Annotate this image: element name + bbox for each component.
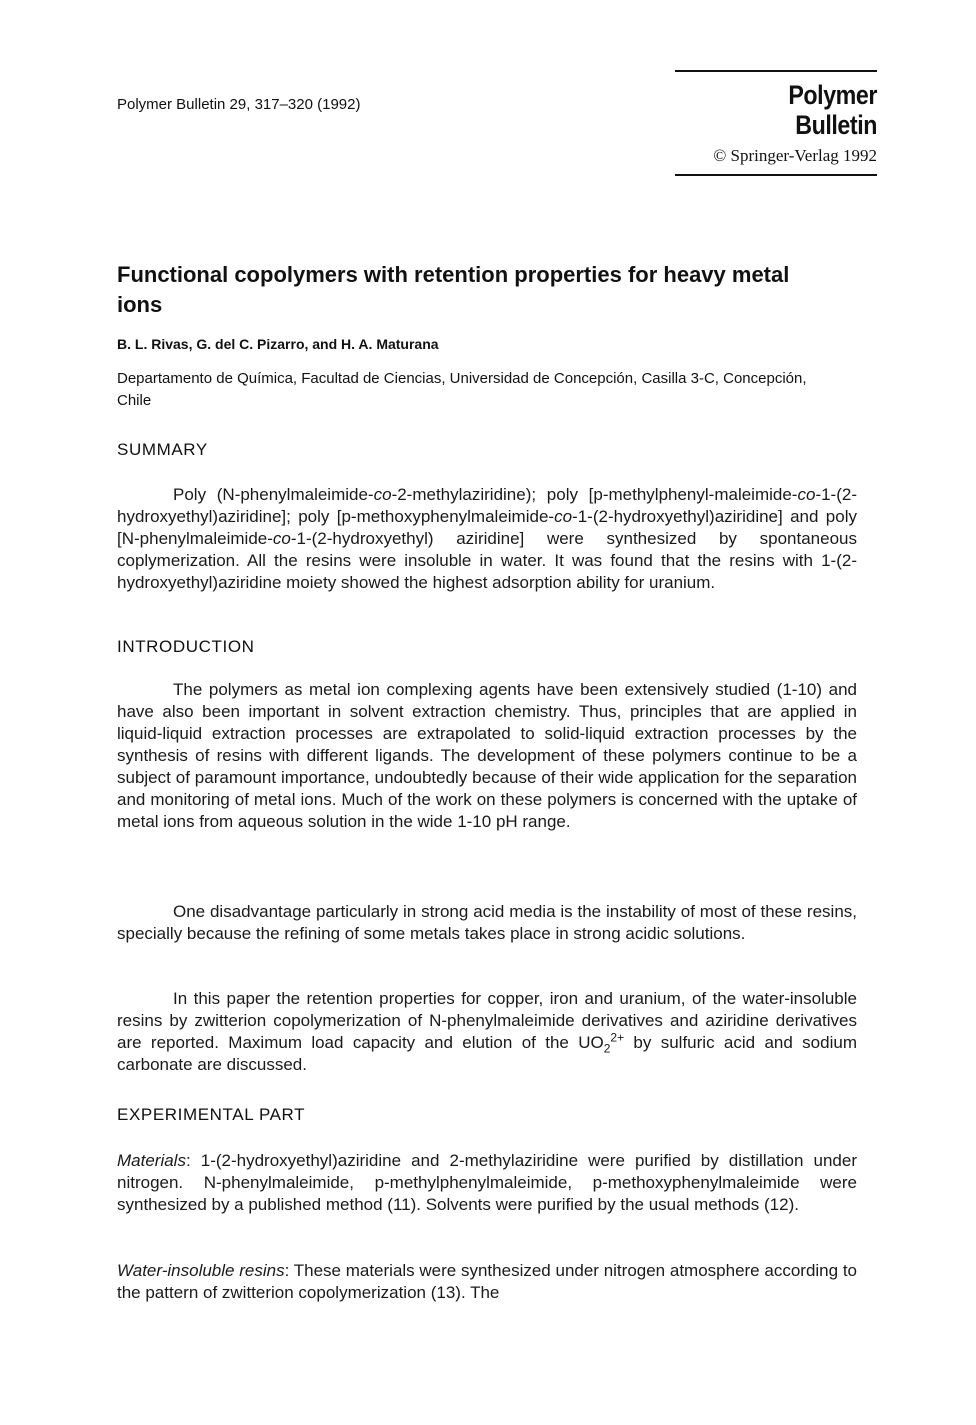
summary-text-1: Poly (N-phenylmaleimide-: [173, 485, 374, 504]
materials-label: Materials: [117, 1151, 186, 1170]
resins-paragraph: [117, 1260, 857, 1304]
summary-co-1: co: [373, 485, 392, 504]
resins-text: : These materials were synthesized under nitrogen atmosphere according to the pattern of zwitterion copolymerization (13). The: [117, 1261, 857, 1302]
introduction-text-2: One disadvantage particularly in strong acid media is the instability of most of these resins, specially because the refining of some metals takes place in strong acidic solutions.: [117, 902, 857, 943]
uo2-subscript: 2: [603, 1041, 611, 1056]
summary-paragraph: [117, 484, 857, 594]
journal-copyright: © Springer-Verlag 1992: [713, 146, 877, 165]
introduction-text-1: The polymers as metal ion complexing agents have been extensively studied (1-10) and have also been important in solvent extraction chemistry. Thus, principles that are applied in liquid-liquid extraction processes are extrapolated to solid-liquid extraction processes by the synthesis of resins with different ligands. The development of these polymers continue to be a subject of paramount importance, undoubtedly because of their wide application for the separation and monitoring of metal ions. Much of the work on these polymers is concerned with the uptake of metal ions from aqueous solution in the wide 1-10 pH range.: [117, 680, 857, 831]
uo2-superscript: 2+: [610, 1030, 625, 1045]
summary-co-3: co: [554, 507, 573, 526]
introduction-paragraph-3: [117, 988, 857, 1076]
introduction-text-3b: by sulfuric acid and sodium carbonate are discussed.: [117, 1033, 857, 1074]
resins-label: Water-insoluble resins: [117, 1261, 285, 1280]
summary-text-2: -2-methylaziridine); poly [p-methylphenyl-maleimide-: [391, 485, 798, 504]
masthead-rule-bottom: [675, 174, 877, 176]
article-authors: B. L. Rivas, G. del C. Pizarro, and H. A. Maturana: [117, 336, 439, 352]
article-title: Functional copolymers with retention properties for heavy metal ions: [117, 262, 790, 317]
article-affiliation: Departamento de Química, Facultad de Ciencias, Universidad de Concepción, Casilla 3-C, Concepción, Chile: [117, 370, 807, 409]
materials-text: : 1-(2-hydroxyethyl)aziridine and 2-methylaziridine were purified by distillation under nitrogen. N-phenylmaleimide, p-methylphenylmaleimide, p-methoxyphenylmaleimide were synthesized by a published method (11). Solvents were purified by the usual methods (12).: [117, 1151, 857, 1214]
introduction-text-3a: In this paper the retention properties for copper, iron and uranium, of the water-insoluble resins by zwitterion copolymerization of N-phenylmaleimide derivatives and aziridine derivatives are reported. Maximum load capacity and elution of the UO: [117, 989, 857, 1052]
summary-co-4: co: [272, 529, 291, 548]
introduction-heading: INTRODUCTION: [117, 637, 255, 656]
introduction-paragraph-1: [117, 679, 857, 833]
summary-text-5: -1-(2-hydroxyethyl) aziridine] were synthesized by spontaneous coplymerization. All the resins were insoluble in water. It was found that the resins with 1-(2-hydroxyethyl)aziridine moiety showed the highest adsorption ability for uranium.: [117, 529, 857, 592]
summary-text-4: -1-(2-hydroxyethyl)aziridine] and poly [N-phenylmaleimide-: [117, 507, 857, 548]
running-head: Polymer Bulletin 29, 317–320 (1992): [117, 96, 361, 113]
introduction-paragraph-2: [117, 901, 857, 945]
summary-co-2: co: [797, 485, 816, 504]
masthead-rule-top: [675, 70, 877, 72]
summary-heading: SUMMARY: [117, 440, 208, 459]
summary-text-3: -1-(2-hydroxyethyl)aziridine]; poly [p-methoxyphenylmaleimide-: [117, 485, 857, 526]
journal-name: Polymer Bulletin: [788, 80, 877, 140]
materials-paragraph: [117, 1150, 857, 1216]
journal-masthead: [675, 70, 877, 176]
experimental-heading: EXPERIMENTAL PART: [117, 1105, 306, 1124]
